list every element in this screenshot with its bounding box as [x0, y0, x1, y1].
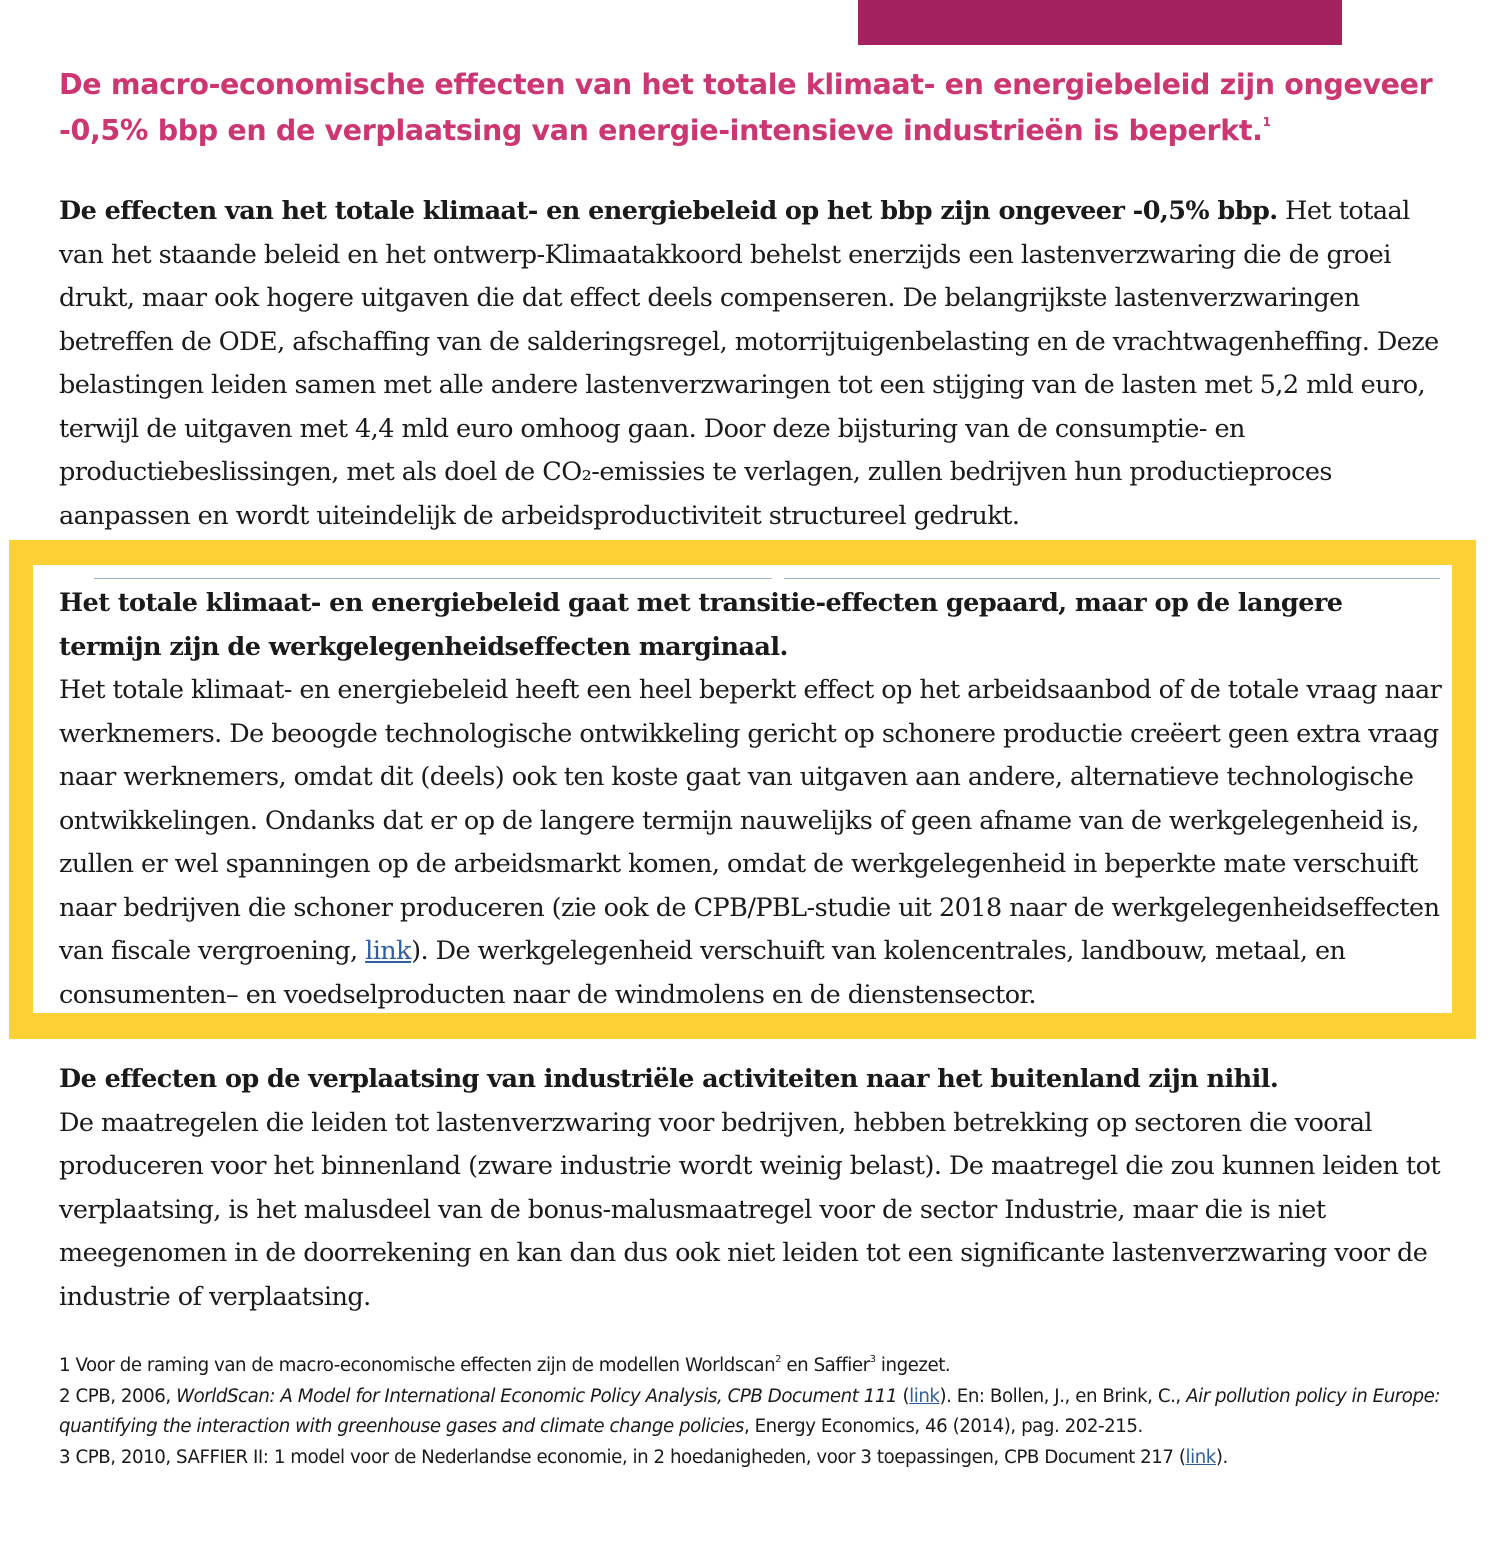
footnote-3-suffix: ).: [1215, 1446, 1228, 1468]
section-employment-body: Het totale klimaat- en energiebeleid heeft een heel beperkt effect op het arbeidsaanbod of de totale vraag naar werknemers. De beoogde technologische ontwikkeling gericht op schonere productie creëert geen extra vraag naar werknemers, omdat dit (deels) ook ten koste gaat van uitgaven aan andere, alternatieve technologische ontwikkelingen. Ondanks dat er op de langere termijn nauwelijks of geen afname van de werkgelegenheid is, zullen er wel spanningen op de arbeidsmarkt komen, omdat de werkgelegenheid in beperkte mate verschuift naar bedrijven die schoner produceren (zie ook de CPB/PBL-studie uit 2018 naar de werkgelegenheidseffecten van fiscale vergroening,: [59, 675, 1442, 966]
divider-rule-right: [784, 578, 1440, 579]
section-relocation-effects: [59, 1058, 1449, 1319]
section-gdp-effects: [59, 190, 1449, 538]
footnote-ref-2: 2: [775, 1354, 782, 1365]
footnote-1-text-end: ingezet.: [875, 1355, 951, 1376]
footnote-2: [59, 1382, 1459, 1443]
section-relocation-lead: De effecten op de verplaatsing van industriële activiteiten naar het buitenland zijn nihil.: [59, 1064, 1279, 1094]
section-gdp-lead: De effecten van het totale klimaat- en energiebeleid op het bbp zijn ongeveer -0,5% bbp.: [59, 196, 1278, 226]
divider-rule-left: [94, 578, 772, 579]
headline-text: De macro-economische effecten van het totale klimaat- en energiebeleid zijn ongeveer -0,5% bbp en de verplaatsing van energie-intensieve industrieën is beperkt.: [59, 68, 1433, 147]
section-employment-body-end: ). De werkgelegenheid verschuift van kolencentrales, landbouw, metaal, en consumenten– en voedselproducten naar de windmolens en de dienstensector.: [59, 936, 1346, 1010]
headline-footnote-mark: 1: [1262, 115, 1271, 129]
footnote-3: [59, 1443, 1459, 1474]
footnote-2-title-2: Air pollution policy in Europe: quantifying the interaction with greenhouse gases and climate change policies: [59, 1385, 1440, 1437]
top-accent-bar: [858, 0, 1342, 45]
section-relocation-body: De maatregelen die leiden tot lastenverzwaring voor bedrijven, hebben betrekking op sectoren die vooral produceren voor het binnenland (zware industrie wordt weinig belast). De maatregel die zou kunnen leiden tot verplaatsing, is het malusdeel van de bonus-malusmaatregel voor de sector Industrie, maar die is niet meegenomen in de doorrekening en kan dan dus ook niet leiden tot een significante lastenverzwaring voor de industrie of verplaatsing.: [59, 1107, 1441, 1312]
footnote-1-text: 1 Voor de raming van de macro-economische effecten zijn de modellen Worldscan: [59, 1355, 776, 1376]
footnote-1: [59, 1351, 1459, 1382]
footnote-1-text-middle: en Saffier: [781, 1355, 870, 1376]
footnote-2-prefix: 2 CPB, 2006,: [59, 1385, 177, 1407]
section-employment-lead: Het totale klimaat- en energiebeleid gaat met transitie-effecten gepaard, maar op de langere termijn zijn de werkgelegenheidseffecten marginaal.: [59, 588, 1343, 662]
worldscan-link[interactable]: link: [909, 1385, 940, 1407]
saffier-link[interactable]: link: [1185, 1446, 1216, 1468]
footnotes: [59, 1351, 1459, 1473]
footnote-3-text: 3 CPB, 2010, SAFFIER II: 1 model voor de Nederlandse economie, in 2 hoedanigheden, voor 3 toepassingen, CPB Document 217 (: [59, 1446, 1186, 1468]
section-employment-effects: [59, 582, 1449, 1017]
footnote-2-middle: ). En: Bollen, J., en Brink, C.,: [939, 1385, 1187, 1407]
footnote-ref-3: 3: [869, 1354, 876, 1365]
footnote-2-title: WorldScan: A Model for International Economic Policy Analysis, CPB Document 111: [176, 1385, 898, 1407]
page-headline: [59, 62, 1459, 154]
footnote-2-suffix: , Energy Economics, 46 (2014), pag. 202-215.: [743, 1416, 1143, 1437]
footnote-2-paren: (: [897, 1385, 910, 1407]
cpb-pbl-study-link[interactable]: link: [365, 936, 412, 966]
section-gdp-body: Het totaal van het staande beleid en het ontwerp-Klimaatakkoord behelst enerzijds een lastenverzwaring die de groei drukt, maar ook hogere uitgaven die dat effect deels compenseren. De belangrijkste lastenverzwaringen betreffen de ODE, afschaffing van de salderingsregel, motorrijtuigenbelasting en de vrachtwagenheffing. Deze belastingen leiden samen met alle andere lastenverzwaringen tot een stijging van de lasten met 5,2 mld euro, terwijl de uitgaven met 4,4 mld euro omhoog gaan. Door deze bijsturing van de consumptie- en productiebeslissingen, met als doel de CO₂-emissies te verlagen, zullen bedrijven hun productieproces aanpassen en wordt uiteindelijk de arbeidsproductiviteit structureel gedrukt.: [59, 196, 1439, 531]
